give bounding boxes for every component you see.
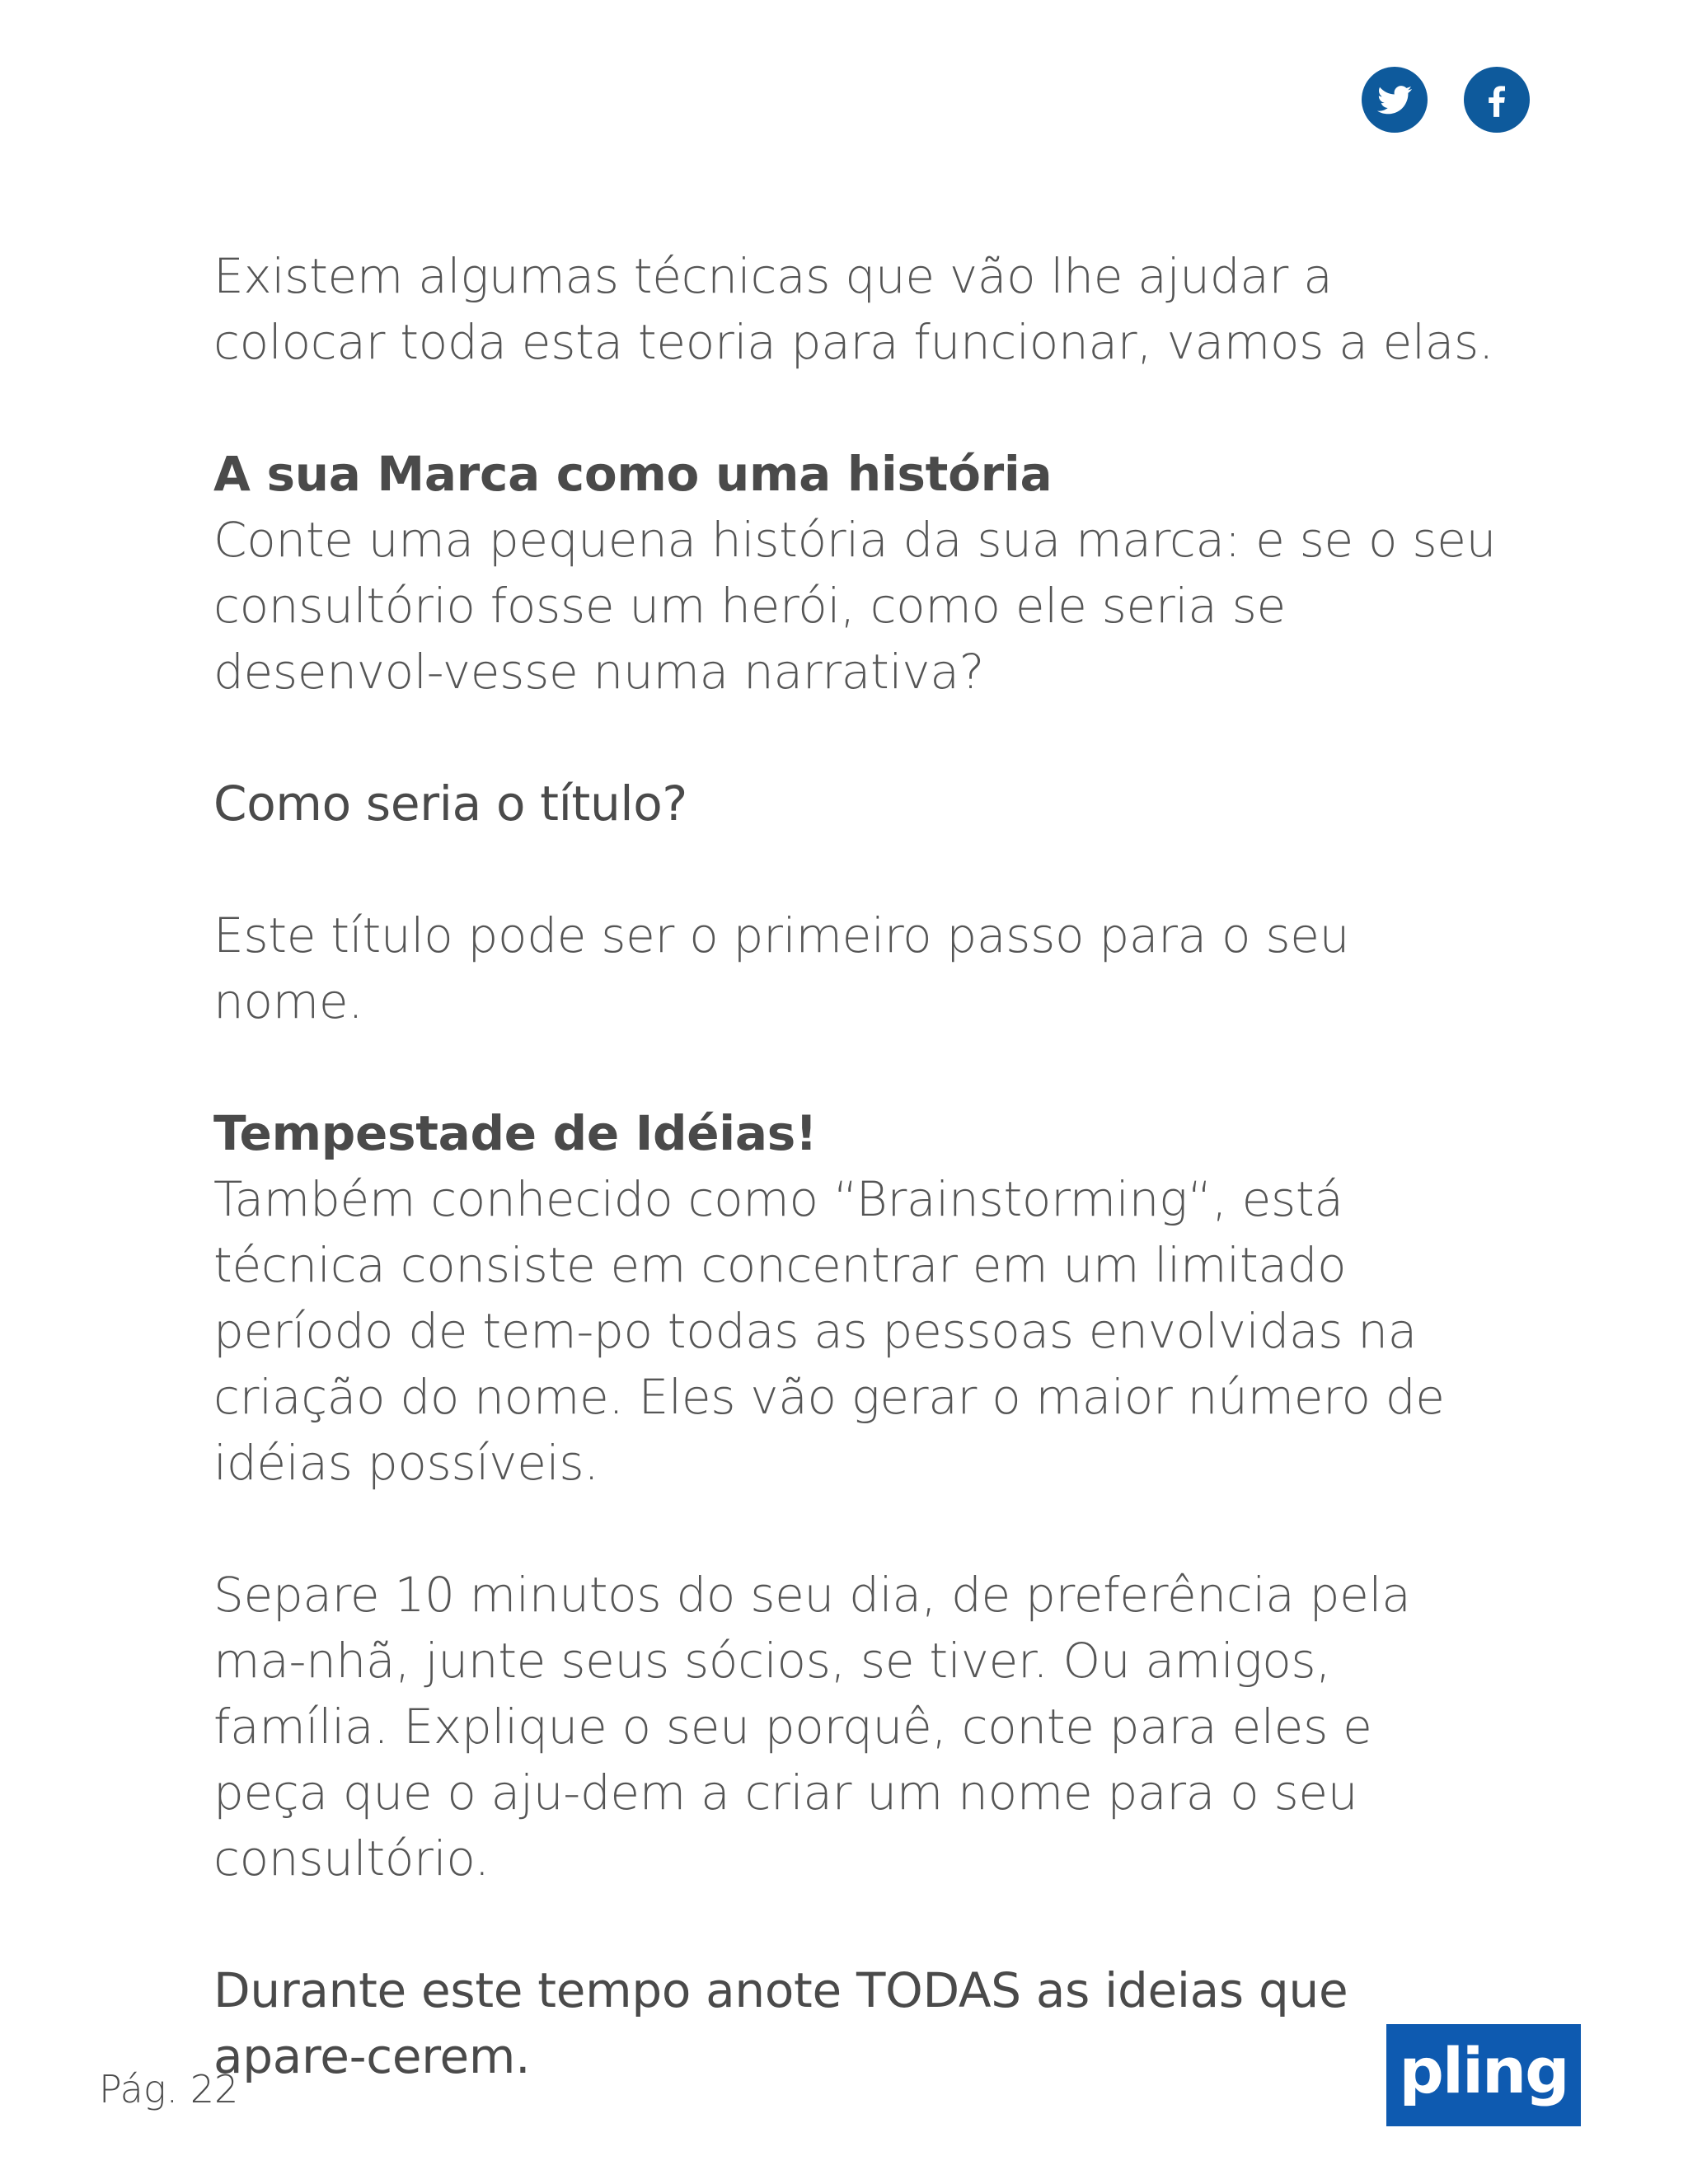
facebook-button[interactable]	[1464, 67, 1530, 133]
pling-logo	[1386, 2024, 1581, 2126]
twitter-bird-icon	[1374, 79, 1415, 120]
section-heading-brainstorm: Tempestade de Idéias!	[213, 1105, 818, 1161]
page-content	[213, 243, 1499, 2155]
facebook-f-icon	[1476, 79, 1517, 120]
section-heading-brand-story: A sua Marca como uma história	[213, 446, 1053, 502]
instructions-paragraph: Separe 10 minutos do seu dia, de preferência pela ma-nhã, junte seus sócios, se tiver. Ou amigos, família. Explique o seu porquê, conte para eles e peça que o aju-dem a criar um nome para o seu consultório.	[213, 1567, 1411, 1886]
closing-paragraph: Durante este tempo anote TODAS as ideias que apare-cerem.	[213, 1962, 1348, 2084]
social-links	[1362, 67, 1530, 133]
title-note: Este título pode ser o primeiro passo para o seu nome.	[213, 907, 1350, 1029]
intro-paragraph: Existem algumas técnicas que vão lhe ajudar a colocar toda esta teoria para funcionar, vamos a elas.	[213, 248, 1494, 370]
twitter-button[interactable]	[1362, 67, 1428, 133]
title-question: Como seria o título?	[213, 776, 687, 832]
page-number: Pág. 22	[99, 2067, 239, 2111]
section-text-brainstorm: Também conhecido como “Brainstorming“, está técnica consiste em concentrar em um limitado período de tem-po todas as pessoas envolvidas na criação do nome. Eles vão gerar o maior número de idéias possíveis.	[213, 1171, 1445, 1491]
pling-logo-text: pling	[1399, 2034, 1568, 2107]
section-text-brand-story: Conte uma pequena história da sua marca: e se o seu consultório fosse um herói, como ele seria se desenvol-vesse numa narrativa?	[213, 512, 1497, 700]
